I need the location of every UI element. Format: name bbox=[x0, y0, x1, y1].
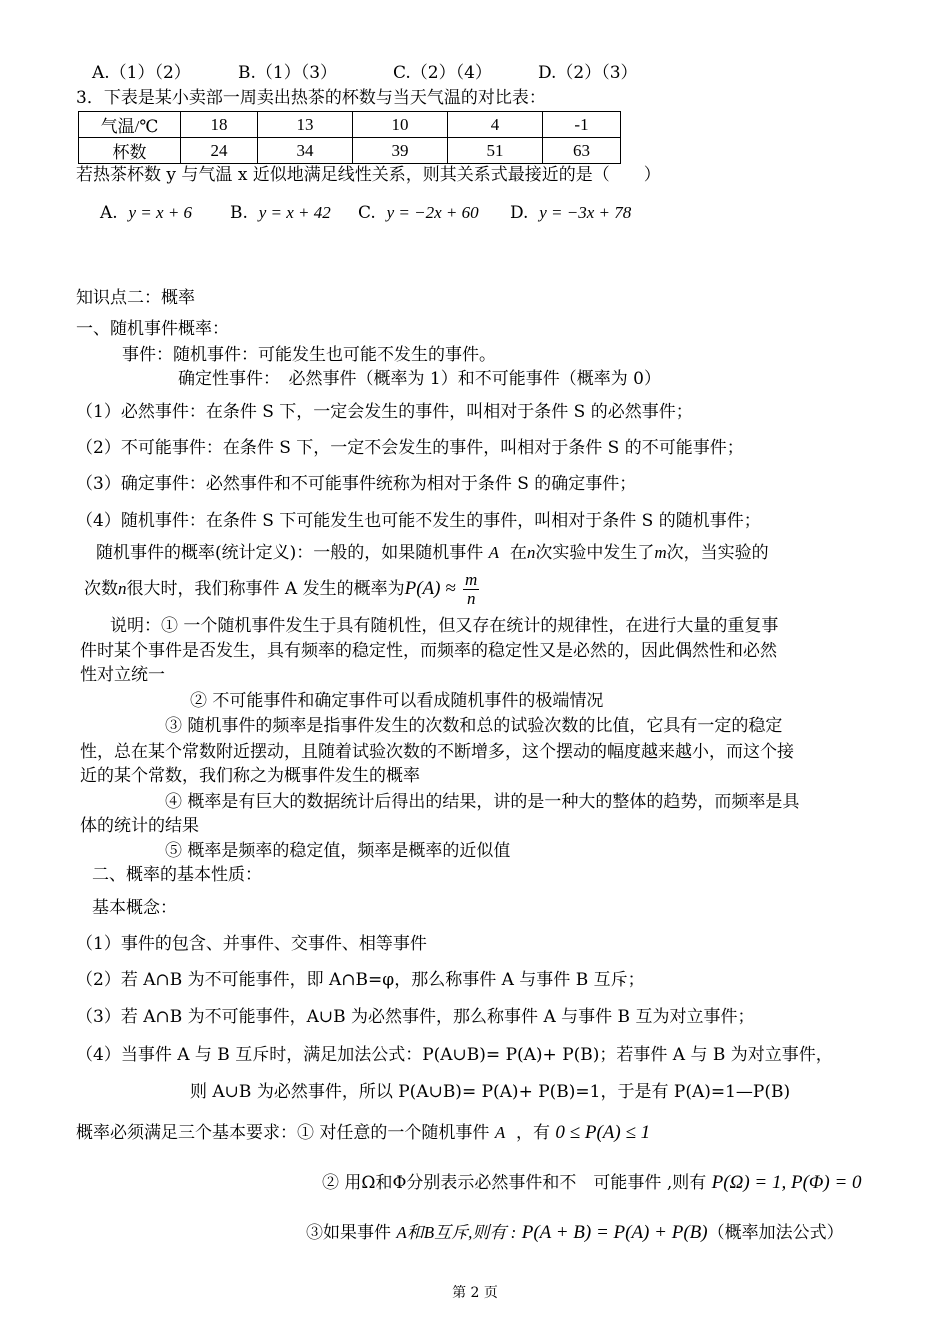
note-2: ② 不可能事件和确定事件可以看成随机事件的极端情况 bbox=[190, 691, 604, 711]
option-formula: y = x + 6 bbox=[128, 203, 193, 222]
table-cell: 13 bbox=[258, 112, 353, 138]
note-1-line-1: 说明：① 一个随机事件发生于具有随机性，但又存在统计的规律性，在进行大量的重复事 bbox=[110, 616, 779, 636]
table-row bbox=[79, 138, 621, 164]
note-3-line-2: 性，总在某个常数附近摆动，且随着试验次数的不断增多，这个摆动的幅度越来越小，而这个接 bbox=[80, 742, 794, 762]
note-1-line-2: 件时某个事件是否发生，具有频率的稳定性，而频率的稳定性又是必然的，因此偶然性和必然 bbox=[80, 641, 777, 661]
deterministic-line: 确定性事件： 必然事件（概率为 1）和不可能事件（概率为 0） bbox=[178, 369, 661, 389]
table-cell: 18 bbox=[181, 112, 258, 138]
table-cell: -1 bbox=[543, 112, 621, 138]
table-cell: 24 bbox=[181, 138, 258, 164]
q3-options bbox=[100, 202, 631, 224]
probability-formula: P(A) ≈ bbox=[404, 578, 456, 599]
note-5: ⑤ 概率是频率的稳定值，频率是概率的近似值 bbox=[165, 841, 511, 861]
page-number: 第 2 页 bbox=[452, 1285, 498, 1301]
option-label: A. bbox=[100, 203, 118, 223]
option-formula: y = −3x + 78 bbox=[539, 203, 632, 222]
definition-text: 次，当实验的 bbox=[666, 543, 769, 563]
definition-text: 次实验中发生了 bbox=[535, 543, 655, 563]
q2-option-a: A.（1）（2） bbox=[92, 63, 191, 83]
math-var: m bbox=[654, 543, 667, 562]
option-formula: y = −2x + 60 bbox=[386, 203, 479, 222]
probability-definition-cont bbox=[84, 568, 479, 610]
q2-option-c: C.（2）（4） bbox=[393, 63, 492, 83]
requirement-text: A和B互斥,则有 : bbox=[396, 1223, 517, 1242]
q3-stem: 3．下表是某小卖部一周卖出热茶的杯数与当天气温的对比表： bbox=[76, 88, 546, 108]
definition-text: 次数 bbox=[84, 579, 118, 599]
requirement-1 bbox=[76, 1122, 650, 1144]
requirement-text: ② 用Ω和Φ分别表示必然事件和不 可能事件 ,则有 bbox=[322, 1173, 707, 1193]
temperature-cups-table bbox=[78, 111, 621, 164]
option-formula: y = x + 42 bbox=[258, 203, 331, 222]
certain-impossible-formula: P(Ω) = 1, P(Φ) = 0 bbox=[711, 1172, 862, 1193]
section-title: 知识点二：概率 bbox=[76, 288, 195, 308]
requirement-2 bbox=[322, 1172, 862, 1194]
option-label: D. bbox=[510, 203, 529, 223]
requirement-text: ③如果事件 bbox=[306, 1223, 391, 1243]
math-var: A bbox=[494, 1123, 506, 1142]
part2-title: 二、概率的基本性质： bbox=[92, 865, 262, 885]
table-cell: 34 bbox=[258, 138, 353, 164]
fraction-numerator: m bbox=[465, 570, 478, 589]
math-var: n bbox=[526, 543, 536, 562]
q3-option-a bbox=[100, 202, 230, 224]
option-label: C. bbox=[358, 203, 376, 223]
basic-concepts: 基本概念： bbox=[92, 898, 177, 918]
part2-item-3: （3）若 A∩B 为不可能事件，A∪B 为必然事件，那么称事件 A 与事件 B 互为对立事件； bbox=[76, 1007, 755, 1027]
addition-formula: P(A + B) = P(A) + P(B) bbox=[521, 1222, 708, 1243]
requirement-text: ，有 bbox=[516, 1123, 551, 1143]
note-1-line-3: 性对立统一 bbox=[80, 665, 165, 685]
part2-item-1: （1）事件的包含、并事件、交事件、相等事件 bbox=[76, 934, 427, 954]
part1-item-4: （4）随机事件：在条件 S 下可能发生也可能不发生的事件，叫相对于条件 S 的随机事件； bbox=[76, 511, 761, 531]
note-3-line-1: ③ 随机事件的频率是指事件发生的次数和总的试验次数的比值，它具有一定的稳定 bbox=[165, 716, 783, 736]
note-3-line-3: 近的某个常数，我们称之为概事件发生的概率 bbox=[80, 766, 420, 786]
table-cell: 39 bbox=[353, 138, 448, 164]
definition-text: 随机事件的概率(统计定义)：一般的，如果随机事件 bbox=[96, 543, 484, 563]
part2-item-2: （2）若 A∩B 为不可能事件，即 A∩B=φ，那么称事件 A 与事件 B 互斥； bbox=[76, 970, 645, 990]
probability-definition bbox=[96, 542, 769, 564]
q3-question: 若热茶杯数 y 与气温 x 近似地满足线性关系，则其关系式最接近的是（ ） bbox=[76, 165, 661, 185]
q2-option-b: B.（1）（3） bbox=[238, 63, 338, 83]
note-4-line-1: ④ 概率是有巨大的数据统计后得出的结果，讲的是一种大的整体的趋势，而频率是具 bbox=[165, 792, 800, 812]
q3-option-b bbox=[230, 202, 358, 224]
requirement-3 bbox=[306, 1222, 844, 1244]
part1-item-2: （2）不可能事件：在条件 S 下，一定不会发生的事件，叫相对于条件 S 的不可能事件； bbox=[76, 438, 744, 458]
q2-option-d: D.（2）（3） bbox=[538, 63, 638, 83]
row-header-temperature: 气温/℃ bbox=[79, 112, 181, 138]
math-var: n bbox=[118, 579, 127, 598]
q3-option-c bbox=[358, 202, 510, 224]
fraction-m-over-n bbox=[463, 571, 479, 608]
table-cell: 4 bbox=[448, 112, 543, 138]
event-line: 事件：随机事件：可能发生也可能不发生的事件。 bbox=[122, 345, 496, 365]
q3-option-d bbox=[510, 202, 631, 224]
part2-item-4: （4）当事件 A 与 B 互斥时，满足加法公式：P(A∪B)= P(A)+ P(B)；若事件 A 与 B 为对立事件， bbox=[76, 1045, 833, 1065]
math-var: A bbox=[488, 543, 500, 562]
table-row bbox=[79, 112, 621, 138]
table-cell: 51 bbox=[448, 138, 543, 164]
table-cell: 63 bbox=[543, 138, 621, 164]
part1-title: 一、随机事件概率： bbox=[76, 319, 229, 339]
q2-options bbox=[92, 62, 638, 84]
option-label: B. bbox=[230, 203, 248, 223]
probability-range-formula: 0 ≤ P(A) ≤ 1 bbox=[555, 1122, 651, 1143]
row-header-cups: 杯数 bbox=[79, 138, 181, 164]
requirement-text: 概率必须满足三个基本要求：① 对任意的一个随机事件 bbox=[76, 1123, 490, 1143]
table-cell: 10 bbox=[353, 112, 448, 138]
note-4-line-2: 体的统计的结果 bbox=[80, 816, 199, 836]
part1-item-1: （1）必然事件：在条件 S 下，一定会发生的事件，叫相对于条件 S 的必然事件； bbox=[76, 402, 693, 422]
fraction-denominator: n bbox=[466, 589, 476, 608]
definition-text: 很大时，我们称事件 A 发生的概率为 bbox=[126, 579, 405, 599]
part1-item-3: （3）确定事件：必然事件和不可能事件统称为相对于条件 S 的确定事件； bbox=[76, 474, 637, 494]
requirement-text: （概率加法公式） bbox=[707, 1223, 844, 1243]
part2-item-4-cont: 则 A∪B 为必然事件，所以 P(A∪B)= P(A)+ P(B)=1，于是有 P(A)=1—P(B) bbox=[190, 1082, 791, 1102]
definition-text: 在 bbox=[509, 543, 527, 563]
